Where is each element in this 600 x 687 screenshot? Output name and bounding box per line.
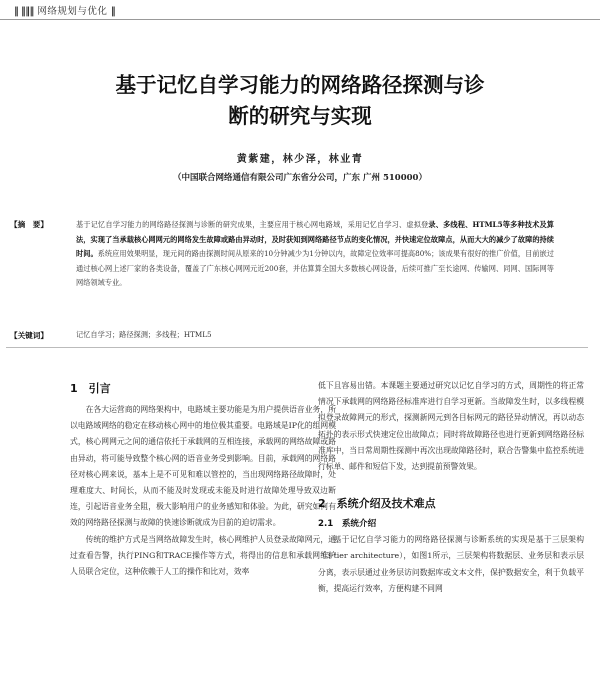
right-column <box>318 378 584 597</box>
keywords-text: 记忆自学习；路径探测；多线程；HTML5 <box>76 330 212 339</box>
keywords <box>10 330 554 340</box>
header-bars: ‖ ‖‖‖ <box>14 6 34 17</box>
title-line-1: 基于记忆自学习能力的网络路径探测与诊 <box>115 73 485 97</box>
affiliation: （中国联合网络通信有限公司广东省分公司，广东 广州 510000） <box>173 173 427 183</box>
running-header <box>14 3 115 17</box>
header-end-bar: ‖ <box>110 6 116 17</box>
abstract-text-c: 系统应用效果明显，现元间的路由探测时间从原来的10分钟减少为1分钟以内，故障定位效率可提高80%；该成果有很好的推广价值，目前嵌过通过核心网上述厂家的各类设备，覆盖了广东核心网网元近200套，并估算算全国大多数核心网设备，后续可推广至长途网、传输网、同网、国际网等网络领域专业。 <box>76 249 554 288</box>
section-gap <box>318 475 584 495</box>
intro-paragraph-2: 传统的维护方式是当网络故障发生时，核心网维护人员登录故障网元，通过查看告警，执行PING和TRACE操作等方式，将得出的信息和承载网维护人员联合定位，这种依赖于人工的操作和比对，效率 <box>70 534 336 577</box>
header-rule <box>0 19 600 20</box>
intro-paragraph-1: 在各大运营商的网络架构中，电路域主要功能是为用户提供语音业务，所以电路域网络的稳定在移动核心网中的地位极其重要。电路域是IP化的组网模式，核心网网元之间的通信依托于承载网的互相连接，承载网的网络故障或路由异动，将可能导致整个核心网的语音业务受到影响。目前，承载网的网络路径对核心网来说，基本上是不可见和难以管控的，当出现网络路径故障时，处理难度大、时间长，从而不能及时发现或未能及时进行故障处理导致双边断连，引起语音业务全阻，极大影响用户的业务感知和体验。为此，研究如何有效的网络路径探测与故障的快速诊断就成为目前的迫切需求。 <box>70 405 336 528</box>
keywords-label: 【关键词】 <box>10 331 48 340</box>
section-2-heading: 2 系统介绍及技术难点 <box>318 497 436 511</box>
abstract-text <box>76 218 554 291</box>
left-column <box>70 380 336 580</box>
keywords-rule <box>6 347 588 348</box>
abstract-text-bold: 录、多线程、HTML5等多种技术及算法，实现了当承载核心网网元的网络发生故障或路由异动时，及时获知到网络路径节点的变化情况，并快速定位故障点，从而大大的减少了故障的持续时间。 <box>76 220 554 259</box>
paper-title <box>60 70 540 132</box>
section-1-heading: 1 引言 <box>70 382 111 395</box>
authors: 黄紫建，林少泽，林业青 <box>236 154 364 165</box>
system-intro-paragraph: 基于记忆自学习能力的网络路径探测与诊断系统的实现是基于三层架构（3-tier architecture），如图1所示，三层架构将数据层、业务层和表示层分离，表示层通过业务层访问数据库或文本文件，保护数据安全，利于负载平衡，提高运行效率，方便构建不同网 <box>318 535 584 593</box>
abstract <box>10 218 554 291</box>
abstract-text-a: 基于记忆自学习能力的网络路径探测与诊断的研究成果，主要应用于核心网电路域，采用记忆自学习、虚拟登 <box>76 220 429 229</box>
intro-paragraph-continued: 低下且容易出错。本课题主要通过研究以记忆自学习的方式，周期性的将正常情况下承载网的网络路径标准库进行自学习更新。当故障发生时，以多线程模拟登录故障网元的形式，探测新网元到各目标网元的路径异动情况，再以动态拓扑的表示形式快速定位出故障点；同时将故障路径也进行更新到网络路径标准库中，当日常周期性探测中再次出现故障路径时，联合告警集中监控系统进行标单、邮件和短信下发，达到提前预警效果。 <box>318 381 584 472</box>
header-section: 网络规划与优化 <box>37 6 108 17</box>
title-line-2: 断的研究与实现 <box>228 104 372 128</box>
subsection-2-1-heading: 2.1 系统介绍 <box>318 519 377 530</box>
abstract-label: 【摘 要】 <box>10 220 48 229</box>
